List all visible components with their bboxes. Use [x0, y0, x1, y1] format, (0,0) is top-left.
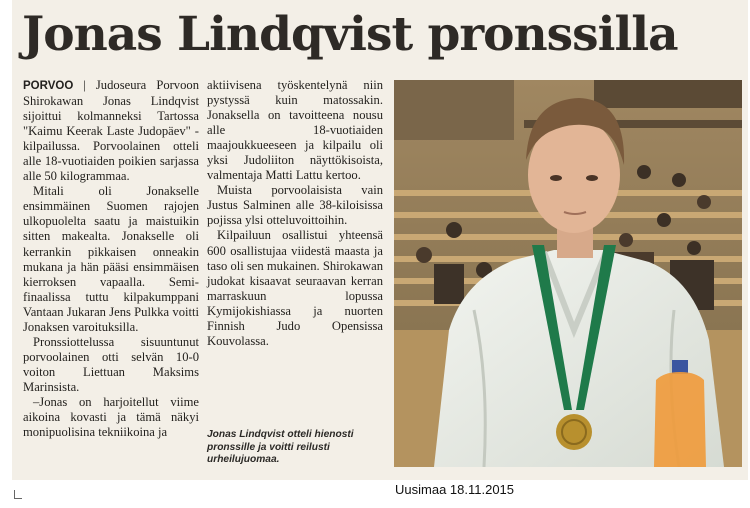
- article-paragraph: PORVOO | Judoseura Porvoon Shirokawan Jonas Lindqvist sijoittui kolmanneksi Tartossa "Kaimu Keerak Laste Judopäev" -kilpailussa. Porvoolainen otteli alle 18-vuotiaiden poikien sarjassa alle 50 kilogrammaa.: [23, 78, 199, 184]
- article-paragraph: Pronssiottelussa sisuuntunut porvoolainen otti selvän 10-0 voiton Liettuan Maksims Marinsista.: [23, 334, 199, 394]
- article-headline: Jonas Lindqvist pronssilla: [22, 7, 678, 62]
- article-column-2: [207, 78, 383, 349]
- bottle-icon: [654, 360, 706, 467]
- article-photo: [394, 80, 742, 467]
- crop-mark: [14, 490, 22, 499]
- article-paragraph: Kilpailuun osallistui yhteensä 600 osallistujaa viidestä maasta ja taso oli sen mukainen. Shirokawan judokat kisaavat seuraavan kerran marraskuun lopussa Kymijokishiassa ja nuorten Finnish Judo Opensissa Kouvolassa.: [207, 228, 383, 348]
- article-paragraph: aktiivisena työskentelynä niin pystyssä kuin matossakin. Jonaksella on tavoitteena nousu alle 18-vuotiaiden maajoukkueeseen ja kilpailu oli yksi Judoliiton näyttökisoista, valmentaja Matti Lattu kertoo.: [207, 78, 383, 183]
- article-paragraph: –Jonas on harjoitellut viime aikoina kovasti ja tämä näkyi monipuolisina tekniikoina ja: [23, 394, 199, 440]
- source-line: Uusimaa 18.11.2015: [395, 482, 515, 497]
- article-dateline: PORVOO: [23, 80, 74, 92]
- article-paragraph: Muista porvoolaisista vain Justus Salminen alle 38-kiloisissa pojissa ylsi otteluvoittoihin.: [207, 183, 383, 228]
- article-paragraph: Mitali oli Jonakselle ensimmäinen Suomen rajojen ulkopuolelta saatu ja maistuikin sitten makealta. Jonakselle oli kerrankin pikkaisen onneakin mukana ja hän pääsi ensimmäisen kierroksen vapaalla. Semi-finaalissa tuttu kilpakumppani Vantaan Jukaran Jens Pulkka voitti Jonaksen varoituksilla.: [23, 184, 199, 334]
- article-column-1: [23, 78, 199, 440]
- photo-caption: Jonas Lindqvist otteli hienosti pronssille ja voitti reilusti urheilujuomaa.: [207, 429, 354, 466]
